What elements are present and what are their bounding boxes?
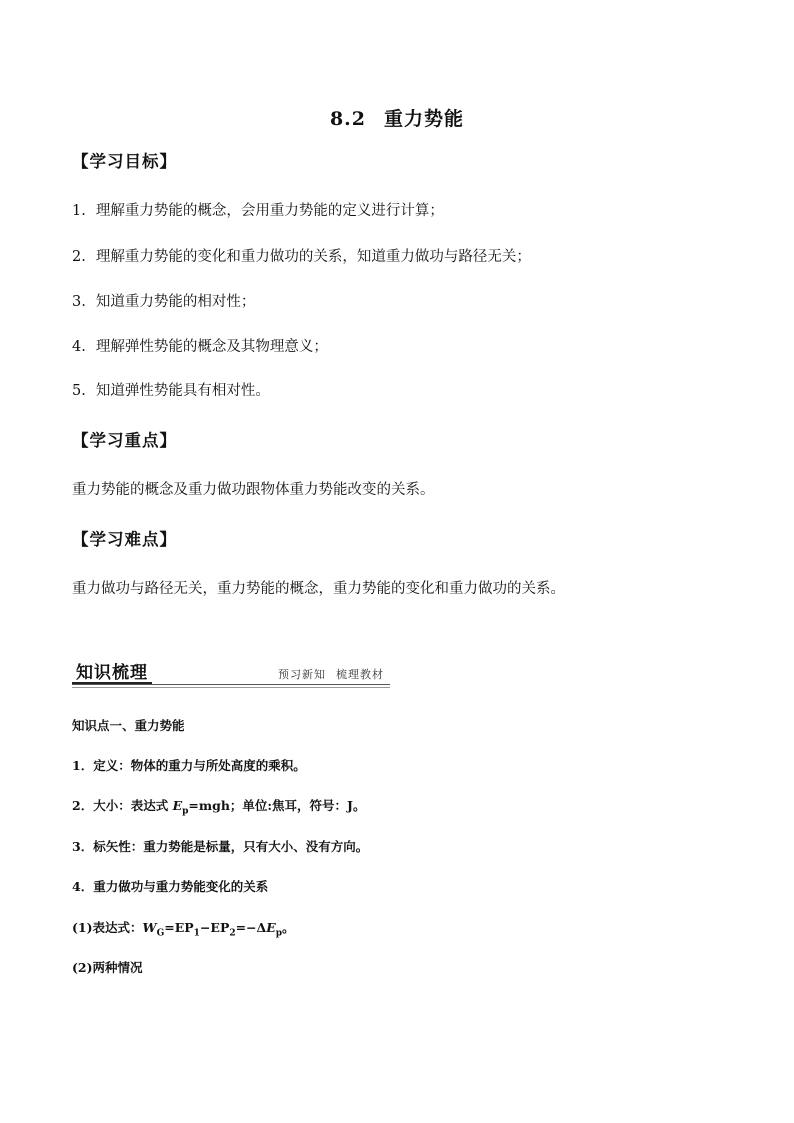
knowledge-point-title: 知识点一、重力势能 bbox=[72, 718, 185, 733]
key-points-text: 重力势能的概念及重力做功跟物体重力势能改变的关系。 bbox=[72, 482, 435, 498]
title-text: 重力势能 bbox=[384, 108, 465, 130]
heading-rule bbox=[72, 684, 390, 685]
key-points-heading: 【学习重点】 bbox=[72, 431, 177, 450]
objective-item: 3. 知道重力势能的相对性； bbox=[72, 294, 256, 310]
knowledge-formula: (1)表达式：$W_G=EP_1-EP_2=-\Delta E_p$。 bbox=[72, 920, 295, 939]
page-title bbox=[0, 104, 794, 131]
difficulties-heading: 【学习难点】 bbox=[72, 530, 177, 549]
objective-item: 5. 知道弹性势能具有相对性。 bbox=[72, 383, 270, 399]
knowledge-item: (2)两种情况 bbox=[72, 960, 143, 975]
objectives-heading: 【学习目标】 bbox=[72, 152, 177, 171]
knowledge-item: 2．大小：表达式 $E_p=mgh$；单位:焦耳，符号：J。 bbox=[72, 798, 366, 817]
knowledge-item: 4．重力做功与重力势能变化的关系 bbox=[72, 879, 269, 894]
knowledge-subtitle: 预习新知 梳理教材 bbox=[278, 668, 384, 681]
knowledge-item: 3．标矢性：重力势能是标量，只有大小、没有方向。 bbox=[72, 839, 369, 854]
heading-rule-thin bbox=[72, 687, 390, 688]
difficulties-text: 重力做功与路径无关，重力势能的概念，重力势能的变化和重力做功的关系。 bbox=[72, 581, 565, 597]
knowledge-heading: 知识梳理 bbox=[76, 663, 148, 683]
title-number: 8.2 bbox=[329, 108, 367, 130]
knowledge-item: 1．定义：物体的重力与所处高度的乘积。 bbox=[72, 758, 306, 773]
objective-item: 1. 理解重力势能的概念，会用重力势能的定义进行计算； bbox=[72, 203, 444, 219]
objective-item: 4. 理解弹性势能的概念及其物理意义； bbox=[72, 339, 328, 355]
objective-item: 2. 理解重力势能的变化和重力做功的关系，知道重力做功与路径无关； bbox=[72, 249, 531, 265]
